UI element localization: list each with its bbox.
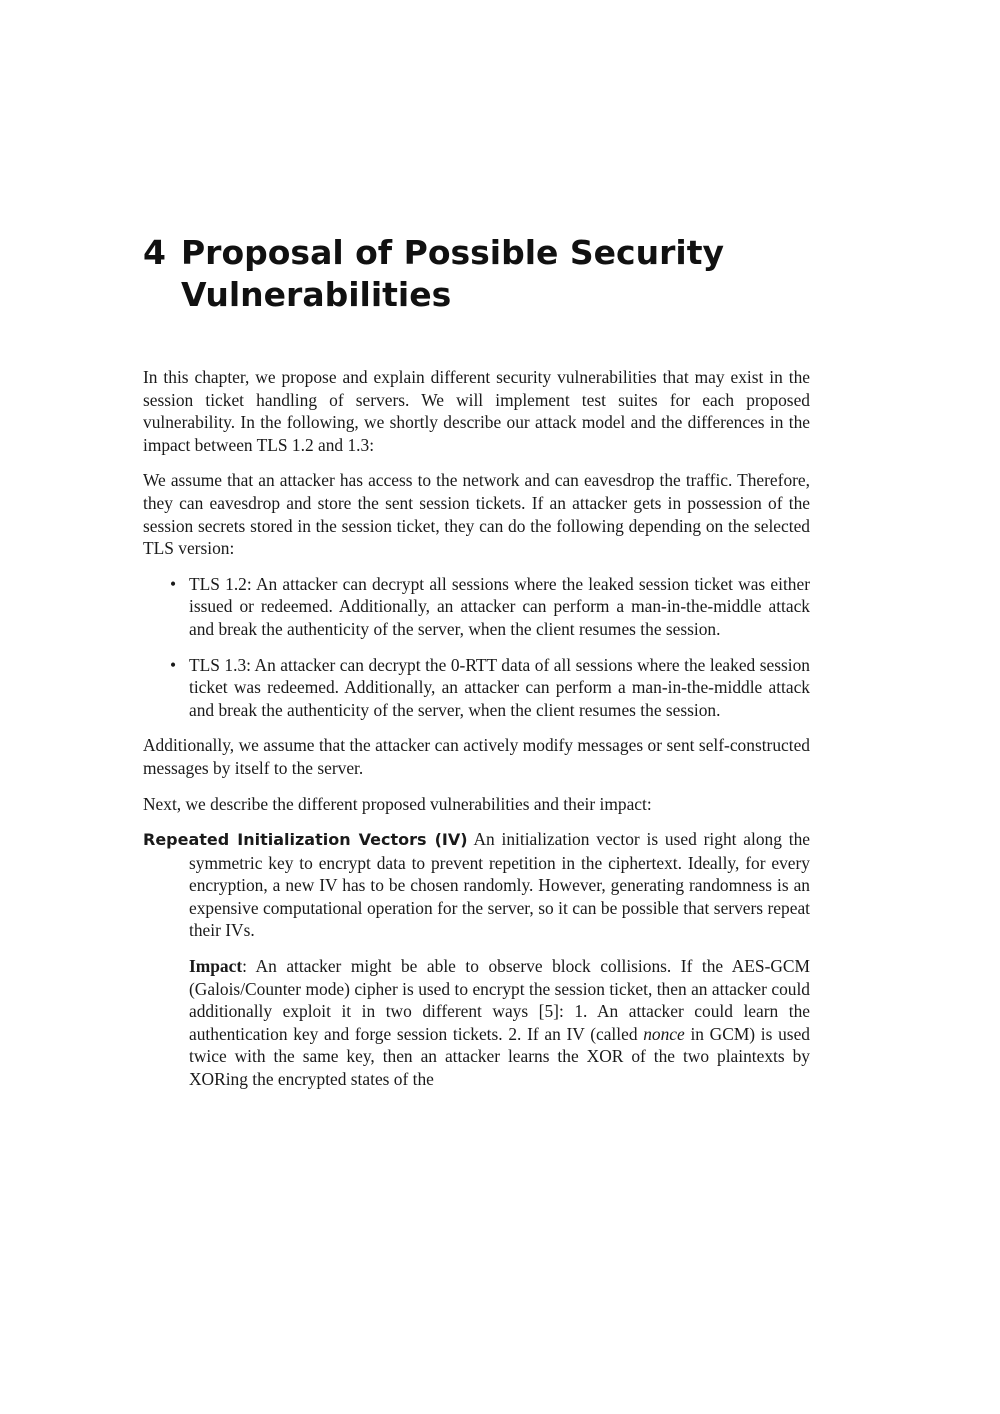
- impact-label: Impact: [189, 956, 243, 977]
- impact-italic-term: nonce: [643, 1023, 685, 1044]
- impact-text-part-1: : An attacker might be able to observe block collisions. If the AES-GCM (Galois/Counter mode) cipher is used to encrypt the session ticket, then an attacker could additionally exploit it in two different ways [5]: 1. An attacker could learn the authentication key and forge session tickets. 2. If an IV (called: [189, 956, 810, 1044]
- vulnerability-text: An initialization vector is used right along the symmetric key to encrypt data to prevent repetition in the ciphertext. Ideally, for every encryption, a new IV has to be chosen randomly. However, generating randomness is an expensive computational operation for the server, so it can be possible that servers repeat their IVs.: [189, 829, 811, 941]
- attack-model-paragraph: We assume that an attacker has access to the network and can eavesdrop the traffic. Therefore, they can eavesdrop and store the sent session tickets. If an attacker gets in possession of the session secrets stored in the session ticket, they can do the following depending on the selected TLS version:: [143, 470, 810, 559]
- chapter-number: 4: [143, 233, 166, 272]
- bullet-icon: •: [170, 573, 177, 594]
- list-item-tls12: [143, 573, 810, 641]
- list-item-text: TLS 1.3: An attacker can decrypt the 0-RTT data of all sessions where the leaked session ticket was redeemed. Additionally, an attacker can perform a man-in-the-middle attack and break the authenticity of the server, when the client resumes the session.: [189, 654, 810, 720]
- vulnerability-impact: [143, 955, 810, 1091]
- chapter-title: [181, 232, 823, 316]
- vulnerability-description: [143, 828, 810, 1091]
- chapter-title-line-1: Proposal of Possible Security: [181, 233, 724, 272]
- chapter-title-line-2: Vulnerabilities: [181, 275, 452, 314]
- active-attacker-paragraph: Additionally, we assume that the attacker can actively modify messages or sent self-constructed messages by itself to the server.: [143, 735, 810, 778]
- vulnerability-definition: [143, 828, 810, 942]
- chapter-heading: [143, 232, 823, 316]
- bullet-icon: •: [170, 654, 177, 675]
- tls-version-list: [143, 573, 810, 722]
- intro-paragraph: In this chapter, we propose and explain different security vulnerabilities that may exist in the session ticket handling of servers. We will implement test suites for each proposed vulnerability. In the following, we shortly describe our attack model and the differences in the impact between TLS 1.2 and 1.3:: [143, 367, 810, 455]
- next-paragraph: Next, we describe the different proposed vulnerabilities and their impact:: [143, 793, 652, 814]
- impact-text-part-2: in GCM) is used twice with the same key, then an attacker learns the XOR of the two plaintexts by XORing the encrypted states of the: [189, 1023, 810, 1090]
- list-item-tls13: [143, 654, 810, 722]
- chapter-body: [143, 366, 810, 1104]
- vulnerability-term: Repeated Initialization Vectors (IV): [143, 830, 468, 850]
- list-item-text: TLS 1.2: An attacker can decrypt all sessions where the leaked session ticket was either issued or redeemed. Additionally, an attacker can perform a man-in-the-middle attack and break the authenticity of the server, when the client resumes the session.: [189, 573, 810, 639]
